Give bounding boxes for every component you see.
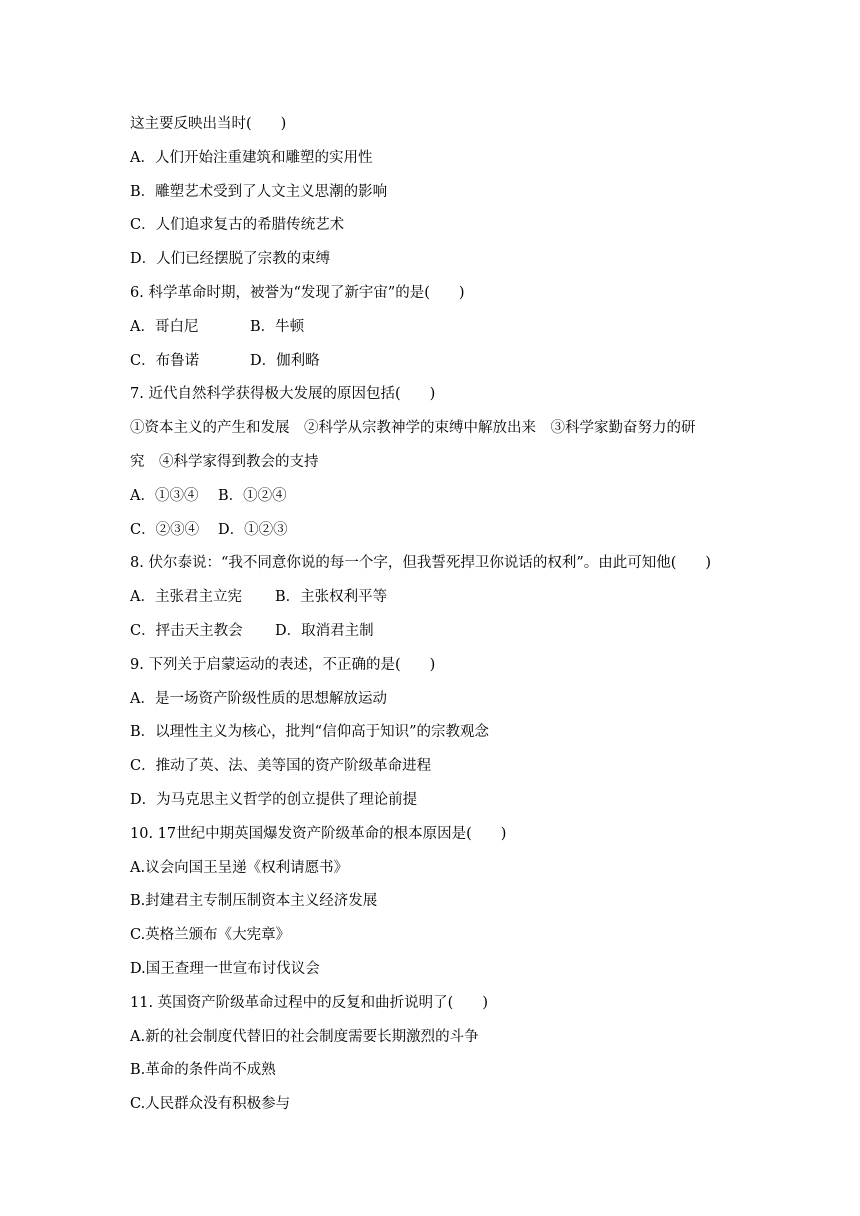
question-7-statements: ①资本主义的产生和发展 ②科学从宗教神学的束缚中解放出来 ③科学家勤奋努力的研 (130, 420, 696, 437)
q7-option-c: C．②③④ (130, 521, 200, 538)
question-7-statements-cont: 究 ④科学家得到教会的支持 (130, 453, 319, 470)
q11-option-c: C.人民群众没有积极参与 (130, 1096, 291, 1113)
q7-option-b: B．①②④ (218, 487, 287, 504)
question-6-options-row-2 (130, 345, 740, 379)
q8-option-a: A．主张君主立宪 (130, 589, 242, 606)
q9-option-b: B．以理性主义为核心，批判“信仰高于知识”的宗教观念 (130, 724, 489, 741)
option-a: A．人们开始注重建筑和雕塑的实用性 (130, 149, 373, 166)
q6-option-d: D．伽利略 (250, 352, 320, 369)
q10-option-a: A.议会向国王呈递《权利请愿书》 (130, 859, 349, 876)
q6-option-c: C．布鲁诺 (130, 352, 200, 369)
q8-option-b: B．主张权利平等 (275, 589, 388, 606)
question-10: 10. 17世纪中期英国爆发资产阶级革命的根本原因是( ) (130, 825, 507, 842)
question-8-options-row-2 (130, 615, 740, 649)
question-8-options-row-1 (130, 581, 740, 615)
q10-option-d: D.国王查理一世宣布讨伐议会 (130, 960, 320, 977)
q9-option-a: A．是一场资产阶级性质的思想解放运动 (130, 690, 387, 707)
option-b: B．雕塑艺术受到了人文主义思潮的影响 (130, 183, 388, 200)
question-7-options-row-1 (130, 480, 740, 514)
q9-option-c: C．推动了英、法、美等国的资产阶级革命进程 (130, 758, 432, 775)
q10-option-b: B.封建君主专制压制资本主义经济发展 (130, 893, 378, 910)
q11-option-b: B.革命的条件尚不成熟 (130, 1062, 276, 1079)
question-stem-line: 这主要反映出当时( ) (130, 116, 287, 132)
question-6-options-row-1 (130, 311, 740, 345)
question-6: 6. 科学革命时期，被誉为“发现了新宇宙”的是( ) (130, 284, 465, 301)
q9-option-d: D．为马克思主义哲学的创立提供了理论前提 (130, 791, 418, 808)
q8-option-d: D．取消君主制 (275, 622, 374, 639)
q6-option-a: A．哥白尼 (130, 318, 199, 335)
q7-option-d: D．①②③ (218, 521, 288, 538)
question-11: 11. 英国资产阶级革命过程中的反复和曲折说明了( ) (130, 994, 488, 1011)
document-page (130, 108, 740, 1122)
q7-option-a: A．①③④ (130, 487, 199, 504)
question-7: 7. 近代自然科学获得极大发展的原因包括( ) (130, 386, 436, 403)
q6-option-b: B．牛顿 (250, 318, 305, 335)
question-8: 8. 伏尔泰说：“我不同意你说的每一个字，但我誓死捍卫你说话的权利”。由此可知他( ) (130, 555, 712, 572)
question-9: 9. 下列关于启蒙运动的表述，不正确的是( ) (130, 656, 436, 673)
question-7-options-row-2 (130, 514, 740, 548)
q11-option-a: A.新的社会制度代替旧的社会制度需要长期激烈的斗争 (130, 1028, 479, 1045)
q10-option-c: C.英格兰颁布《大宪章》 (130, 927, 291, 944)
option-d: D．人们已经摆脱了宗教的束缚 (130, 251, 331, 268)
option-c: C．人们追求复古的希腊传统艺术 (130, 217, 345, 234)
q8-option-c: C．抨击天主教会 (130, 622, 243, 639)
